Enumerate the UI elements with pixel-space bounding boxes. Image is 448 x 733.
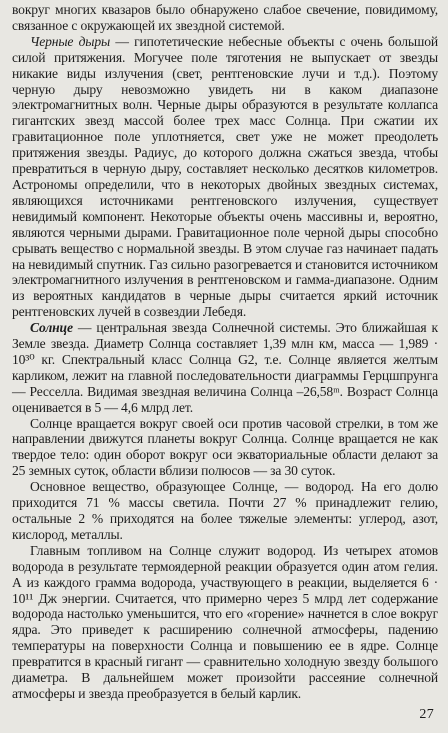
term-black-holes: Черные дыры (30, 33, 111, 49)
paragraph-text: вокруг многих квазаров было обнаружено слабое свечение, повидимому, связанное с окружающей их звездной системой. (12, 2, 438, 33)
paragraph-quasars-continuation (12, 2, 438, 34)
term-sun: Солнце (30, 320, 73, 336)
paragraph-sun-definition (12, 320, 438, 415)
paragraph-sun-composition (12, 479, 438, 543)
paragraph-text: — гипотетические небесные объекты с очень большой силой притяжения. Могучее поле тяготения не выпускает от звезды никакие виды излучения (свет, рентгеновские лучи и т.д.). Поэтому черную дыру невозможно увидеть ни в каком диапазоне электромагнитных волн. Черные дыры образуются в результате коллапса гигантских звезд массой более трех масс Солнца. При сжатии их гравитационное поле уплотняется, свет уже не может преодолеть притяжения звезды. Радиус, до которого должна сжаться звезда, чтобы превратиться в черную дыру, составляет несколько десятков километров. Астрономы определили, что в некоторых двойных звездных системах, являющихся источниками рентгеновского излучения, существует невидимый компонент. Некоторые объекты очень массивны и, вероятно, являются черными дырами. Гравитационное поле черной дыры способно срывать вещество с нормальной звезды. В этом случае газ начинает падать на невидимый спутник. Газ сильно разогревается и становится источником электромагнитного излучения в рентгеновском и гамма-диапазоне. Одним из вероятных кандидатов в черные дыры считается яркий источник рентгеновских лучей в созвездии Лебедя. (12, 33, 439, 320)
paragraph-text: Солнце вращается вокруг своей оси против часовой стрелки, в том же направлении движутся планеты вокруг Солнца. Солнце вращается не как твердое тело: один оборот вокруг оси экваториальные области делают за 25 земных суток, области вблизи полюсов — за 30 суток. (12, 415, 438, 479)
paragraph-sun-rotation (12, 416, 438, 480)
page-number: 27 (419, 707, 434, 722)
paragraph-text: Основное вещество, образующее Солнце, — водород. На его долю приходится 71 % массы светила. Почти 27 % принадлежит гелию, остальные 2 % приходятся на более тяжелые элементы: углерод, азот, кислород, металлы. (12, 479, 438, 542)
paragraph-black-holes (12, 34, 438, 320)
paragraph-text: — центральная звезда Солнечной системы. Это ближайшая к Земле звезда. Диаметр Солнца составляет 1,39 млн км, масса — 1,989 · 10³⁰ кг. Спектральный класс Солнца G2, т.е. Солнце является желтым карликом, лежит на главной последовательности диаграммы Герцшпрунга — Ресселла. Видимая звездная величина Солнца –26,58ᵐ. Возраст Солнца оценивается в 5 — 4,6 млрд лет. (12, 320, 438, 415)
paragraph-text: Главным топливом на Солнце служит водород. Из четырех атомов водорода в результате термоядерной реакции образуется один атом гелия. А из каждого грамма водорода, участвующего в реакции, выделяется 6 · 10¹¹ Дж энергии. Считается, что примерно через 5 млрд лет содержание водорода настолько уменьшится, что его «горение» начнется в слое вокруг ядра. Это приведет к расширению солнечной атмосферы, падению температуры на поверхности Солнца и повышению ее в ядре. Солнце превратится в красный гигант — сравнительно холодную звезду большого диаметра. В дальнейшем может произойти рассеяние солнечной атмосферы и звезда преобразуется в белый карлик. (12, 542, 438, 701)
paragraph-sun-fuel (12, 543, 438, 702)
